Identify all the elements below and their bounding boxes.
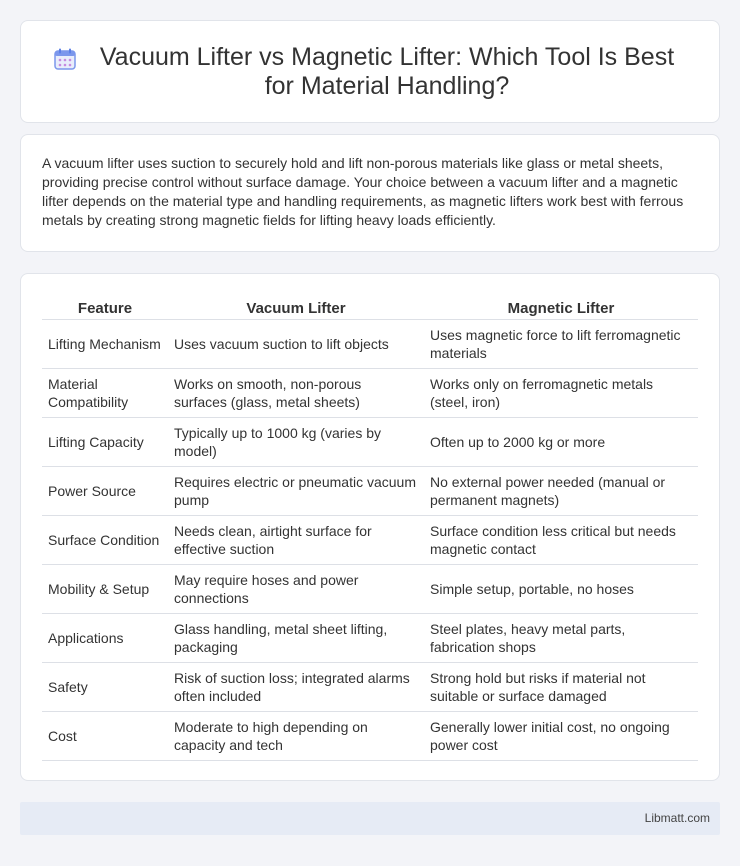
- footer-bar: [20, 802, 720, 835]
- table-row: [42, 368, 698, 417]
- feature-cell: Lifting Capacity: [42, 417, 168, 466]
- vacuum-cell: Glass handling, metal sheet lifting, packaging: [168, 613, 424, 662]
- page-title: Vacuum Lifter vs Magnetic Lifter: Which Tool Is Best for Material Handling?: [99, 42, 675, 100]
- feature-cell: Power Source: [42, 466, 168, 515]
- vacuum-cell: Requires electric or pneumatic vacuum pump: [168, 466, 424, 515]
- feature-cell: Surface Condition: [42, 515, 168, 564]
- feature-cell: Lifting Mechanism: [42, 319, 168, 368]
- magnetic-cell: Often up to 2000 kg or more: [424, 417, 698, 466]
- table-row: [42, 711, 698, 760]
- magnetic-cell: Generally lower initial cost, no ongoing power cost: [424, 711, 698, 760]
- intro-paragraph: A vacuum lifter uses suction to securely hold and lift non-porous materials like glass or metal sheets, providing precise control without surface damage. Your choice between a vacuum lifter and a magnetic lifter depends on the material type and handling requirements, as magnetic lifters work best with ferrous metals by creating strong magnetic fields for lifting heavy loads efficiently.: [42, 155, 684, 228]
- magnetic-cell: Strong hold but risks if material not suitable or surface damaged: [424, 662, 698, 711]
- magnetic-cell: Steel plates, heavy metal parts, fabrication shops: [424, 613, 698, 662]
- feature-cell: Cost: [42, 711, 168, 760]
- table-row: [42, 417, 698, 466]
- table-row: [42, 319, 698, 368]
- feature-cell: Mobility & Setup: [42, 564, 168, 613]
- vacuum-cell: Typically up to 1000 kg (varies by model): [168, 417, 424, 466]
- magnetic-cell: Surface condition less critical but needs magnetic contact: [424, 515, 698, 564]
- table-row: [42, 564, 698, 613]
- magnetic-cell: No external power needed (manual or permanent magnets): [424, 466, 698, 515]
- feature-cell: Safety: [42, 662, 168, 711]
- table-row: [42, 662, 698, 711]
- table-header-row: [42, 296, 698, 319]
- table-row: [42, 515, 698, 564]
- vacuum-cell: Uses vacuum suction to lift objects: [168, 319, 424, 368]
- vacuum-cell: Moderate to high depending on capacity and tech: [168, 711, 424, 760]
- vacuum-cell: May require hoses and power connections: [168, 564, 424, 613]
- comparison-table: [42, 296, 698, 761]
- magnetic-cell: Uses magnetic force to lift ferromagnetic materials: [424, 319, 698, 368]
- header-magnetic-lifter: Magnetic Lifter: [424, 296, 698, 319]
- vacuum-cell: Needs clean, airtight surface for effective suction: [168, 515, 424, 564]
- vacuum-cell: Risk of suction loss; integrated alarms often included: [168, 662, 424, 711]
- header-feature: Feature: [42, 296, 168, 319]
- vacuum-cell: Works on smooth, non-porous surfaces (glass, metal sheets): [168, 368, 424, 417]
- comparison-card: [20, 273, 720, 781]
- feature-cell: Applications: [42, 613, 168, 662]
- table-row: [42, 613, 698, 662]
- feature-cell: Material Compatibility: [42, 368, 168, 417]
- header-vacuum-lifter: Vacuum Lifter: [168, 296, 424, 319]
- footer-brand[interactable]: Libmatt.com: [644, 811, 710, 825]
- intro-card: [20, 134, 720, 252]
- magnetic-cell: Works only on ferromagnetic metals (steel, iron): [424, 368, 698, 417]
- table-row: [42, 466, 698, 515]
- magnetic-cell: Simple setup, portable, no hoses: [424, 564, 698, 613]
- title-card: [20, 20, 720, 123]
